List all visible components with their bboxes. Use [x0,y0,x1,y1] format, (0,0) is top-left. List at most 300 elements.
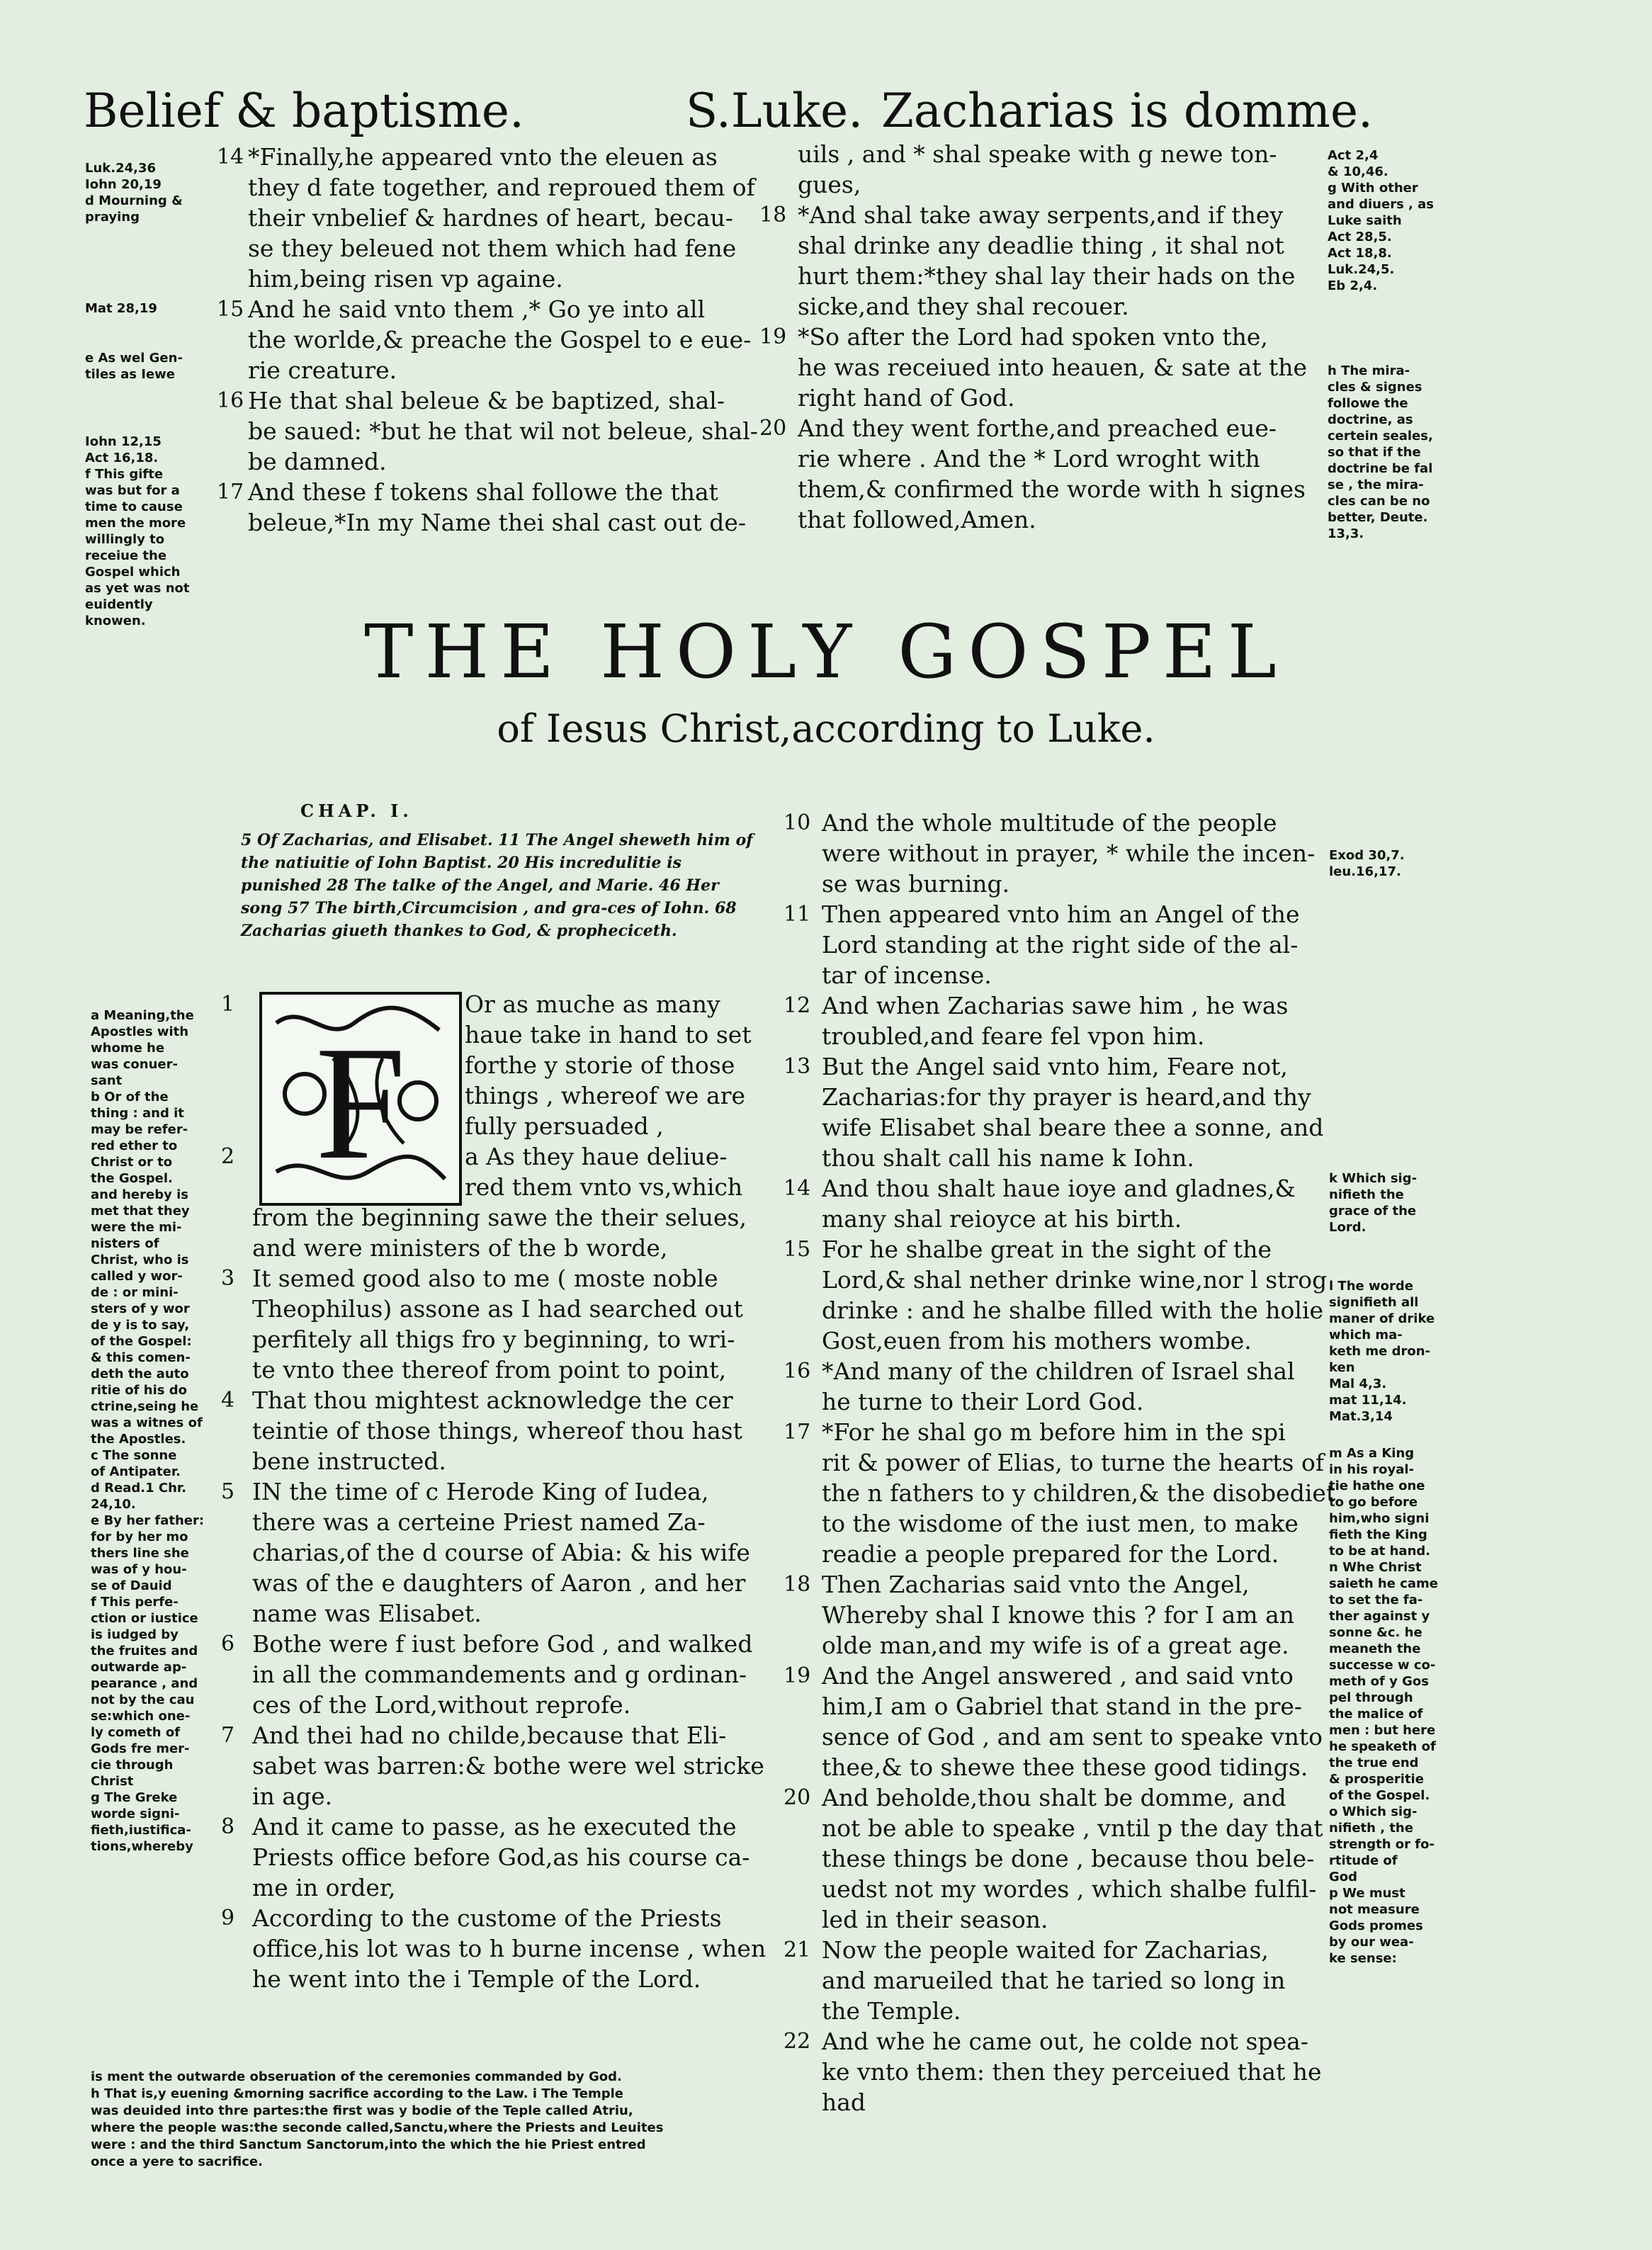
chapter-summary: 5 Of Zacharias, and Elisabet. 11 The Angel sheweth him of the natiuitie of Iohn Baptist. 20 His incredulitie is punished 28 The talke of the Angel, and Marie. 46 Her song 57 The birth,Circumcision , and gra-ces of Iohn. 68 Zacharias giueth thankes to God, & propheciceth. [241,831,753,940]
verse-line: had [822,2088,866,2116]
verse-line: many shal reioyce at his birth. [822,1205,1182,1233]
verse-line: se was burning. [822,870,1010,898]
mark-left-note [85,160,183,225]
note-line: d Mourning & [85,193,183,208]
verse-number: 20 [783,1785,811,1810]
chapter-right-column [783,808,1336,2118]
chapter-right-note [1329,1445,1438,1967]
verse-line: And whe he came out, he colde not spea- [822,2028,1308,2055]
verse-line: And he said vnto them ,* Go ye into all [248,295,706,323]
note-line: Luk.24,36 [85,161,157,176]
note-line: a Meaning,the [91,1008,194,1023]
verse-line: For he shalbe great in the sight of the [822,1236,1272,1263]
verse-line: IN the time of c Herode King of Iudea, [252,1478,709,1505]
verse-line: uils , and * shal speake with g newe ton- [798,140,1277,168]
verse-line: charias,of the d course of Abia: & his wife [252,1539,750,1566]
note-line: him,who signi [1329,1511,1430,1526]
verse-line: that followed,Amen. [798,506,1036,533]
note-line: m As a King [1329,1446,1415,1461]
note-line: certein seales, [1328,429,1433,443]
note-line: Act 28,5. [1328,230,1392,244]
verse-line: in all the commandements and g ordinan- [252,1661,747,1688]
verse [783,2026,1335,2118]
verse-number: 14 [783,1176,811,1201]
note-line: Act 2,4 [1328,148,1379,163]
verse-number: 1 [221,992,235,1017]
note-line: ken [1329,1360,1355,1375]
verse-number: 16 [217,388,244,413]
verse-line: *So after the Lord had spoken vnto the, [798,323,1268,351]
note-line: sant [91,1073,123,1088]
verse [759,413,1307,535]
note-line: was but for a [85,483,180,498]
verse [783,1051,1335,1173]
mark-right-note [1328,363,1433,542]
verse-line: *For he shal go m before him in the spi [822,1418,1286,1446]
verse-line: And beholde,thou shalt be domme, and [822,1784,1286,1811]
verse-line: se they beleued not them which had fene [248,234,737,262]
note-line: and diuers , as [1328,197,1435,212]
note-line: for by her mo [91,1530,188,1544]
verse-line: And the whole multitude of the people [822,809,1277,837]
note-line: doctrine, as [1328,412,1413,427]
note-line: sonne &c. he [1329,1625,1422,1640]
mark-right-note [1328,147,1434,294]
verse-line: from the beginning sawe the their selues, [252,1204,747,1231]
verse [783,1417,1336,1569]
running-head [84,84,1374,147]
note-line: where the people was:the seconde called,Sanctu,where the Priests and Leuites [91,2120,664,2135]
note-line: was of y hou- [91,1562,187,1577]
note-line: to be at hand. [1329,1544,1431,1559]
verse-number: 2 [221,1144,235,1169]
mark-left-note [85,300,157,317]
verse-line: in age. [252,1782,333,1810]
verse-line: rit & power of Elias, to turne the hearts of [822,1449,1325,1476]
note-line: nifieth , the [1329,1821,1413,1836]
verse-number: 17 [783,1420,811,1445]
note-line: were : and the third Sanctum Sanctorum,into the which the hie Priest entred [91,2137,646,2152]
note-line: c The sonne [91,1448,177,1463]
note-line: p We must [1329,1886,1405,1901]
verse-line: red them vnto vs,which [465,1173,743,1201]
note-line: de y is to say, [91,1318,190,1333]
note-line: ly cometh of [91,1725,181,1740]
verse-line: uedst not my wordes , which shalbe fulfil- [822,1875,1317,1903]
verse-line: But the Angel said vnto him, Feare not, [822,1053,1288,1080]
note-line: followe the [1328,396,1408,411]
verse-line: name was Elisabet. [252,1600,482,1627]
note-line: praying [85,210,140,225]
verse-line: he went into the i Temple of the Lord. [252,1965,701,1993]
verse [783,808,1335,899]
verse-line: Lord,& shal nether drinke wine,nor l strog [822,1266,1328,1294]
note-line: so that if the [1328,445,1421,460]
note-line: deth the auto [91,1367,189,1381]
verse-number: 20 [759,416,787,441]
note-line: Apostles with [91,1024,189,1039]
note-line: l The worde [1329,1279,1413,1294]
verse-line: their vnbelief & hardnes of heart, becau- [248,204,733,232]
note-line: tie hathe one [1329,1479,1425,1493]
note-line: keth me dron- [1329,1344,1431,1359]
note-line: Gods fre mer- [91,1741,190,1756]
verse [221,1263,766,1385]
note-line: the Gospel. [91,1171,173,1186]
note-line: thers line she [91,1546,189,1561]
note-line: successe w co- [1329,1658,1436,1673]
note-line: doctrine be fal [1328,461,1433,476]
verse-number: 19 [759,324,787,349]
note-line: n Whe Christ [1329,1560,1422,1575]
note-line: & 10,46. [1328,164,1388,179]
chapter-right-note [1329,1278,1435,1425]
note-line: h That is,y euening &morning sacrifice according to the Law. i The Temple [91,2086,624,2101]
verse-number: 3 [221,1266,235,1291]
note-line: meaneth the [1329,1641,1421,1656]
note-line: fieth,iustifica- [91,1823,191,1838]
note-line: nifieth the [1329,1187,1404,1202]
note-line: g The Greke [91,1790,178,1805]
note-line: nisters of [91,1236,159,1251]
note-line: b Or of the [91,1090,169,1104]
verse-number: 4 [221,1388,235,1413]
note-line: by our wea- [1329,1935,1414,1950]
note-line: leu.16,17. [1329,864,1401,879]
verse-line: sence of God , and am sent to speake vnto [822,1723,1323,1751]
verse [783,1569,1335,1661]
verse-number: 18 [783,1572,811,1597]
note-line: Luk.24,5. [1328,262,1395,277]
verse-line: tar of incense. [822,961,992,989]
verse [783,990,1335,1051]
note-line: Gospel which [85,565,181,580]
note-line: ke sense: [1329,1951,1397,1966]
note-line: is iudged by [91,1627,179,1642]
note-line: de : or mini- [91,1285,179,1300]
note-line: Eb 2,4. [1328,278,1378,293]
note-line: Mal 4,3. [1329,1376,1387,1391]
note-line: o Which sig- [1329,1804,1418,1819]
note-line: se:which one- [91,1709,191,1724]
verse-line: him,I am o Gabriel that stand in the pre- [822,1692,1303,1720]
note-line: cie through [91,1758,174,1773]
note-line: grace of the [1329,1204,1417,1219]
verse-line: led in their season. [822,1906,1048,1933]
verse [783,1782,1335,1935]
verse-line: And it came to passe, as he executed the [252,1813,737,1841]
verse [252,1202,766,1263]
note-line: the malice of [1329,1707,1423,1722]
verse [217,477,758,538]
verse-line: sabet was barren:& bothe were wel stricke [252,1752,764,1780]
note-line: worde signi- [91,1807,180,1821]
verse-line: them,& confirmed the worde with h signes [798,475,1306,503]
verse [759,200,1307,322]
note-line: Iohn 12,15 [85,434,162,449]
verse-line: *Finally,he appeared vnto the eleuen as [248,143,718,171]
note-line: saieth he came [1329,1576,1438,1591]
note-line: the Apostles. [91,1432,186,1447]
verse-line: be saued: *but he that wil not beleue, shal- [248,417,758,445]
note-line: 24,10. [91,1497,136,1512]
note-line: Iohn 20,19 [85,177,162,192]
note-line: f This gifte [85,467,164,482]
note-line: thing : and it [91,1106,184,1121]
note-line: was a witnes of [91,1415,203,1430]
verse-line: *And shal take away serpents,and if they [798,201,1284,229]
verse-line: wife Elisabet shal beare thee a sonne, and [822,1114,1324,1141]
verse-line: be damned. [248,448,387,475]
verse-line: And these f tokens shal followe the that [248,478,718,506]
note-line: not measure [1329,1902,1420,1917]
note-line: ritie of his do [91,1383,187,1398]
verse-line: rie creature. [248,356,397,384]
chapter-left-column [221,989,766,1994]
note-line: rtitude of [1329,1853,1398,1868]
note-line: e As wel Gen- [85,351,183,366]
note-line: Mat.3,14 [1329,1409,1393,1424]
verse-line: And they went forthe,and preached eue- [798,414,1277,442]
verse-line: hurt them:*they shal lay their hads on the [798,262,1296,290]
note-line: fieth the King [1329,1527,1427,1542]
note-line: the true end [1329,1756,1419,1770]
chapter-right-note [1329,847,1405,880]
verse-number: 21 [783,1938,811,1962]
note-line: Gods promes [1329,1918,1423,1933]
verse-line: me in order, [252,1874,396,1901]
verse-line: thou shalt call his name k Iohn. [822,1144,1194,1172]
note-line: Christ or to [91,1155,173,1170]
note-line: men : but here [1329,1723,1436,1738]
verse [221,1476,766,1629]
note-line: was deuided into thre partes:the first was y bodie of the Teple called Atriu, [91,2103,633,2118]
verse [221,989,766,1141]
note-line: Luke saith [1328,213,1402,228]
note-line: better, Deute. [1328,510,1428,525]
mark-left-note [85,350,183,383]
note-line: is ment the outwarde obseruation of the ceremonies commanded by God. [91,2069,622,2084]
verse-line: and were ministers of the b worde, [252,1234,668,1262]
verse-number: 16 [783,1359,811,1384]
note-line: whome he [91,1041,165,1056]
verse-number: 19 [783,1663,811,1688]
verse-line: Then Zacharias said vnto the Angel, [822,1571,1250,1598]
verse-line: ke vnto them: then they perceiued that he [822,2058,1322,2086]
note-line: Act 18,8. [1328,246,1392,261]
note-line: Mat 28,19 [85,301,157,316]
running-head-book: S.Luke. [686,84,864,138]
verse-line: beleue,*In my Name thei shal cast out de- [248,509,747,536]
verse-line: Lord standing at the right side of the al- [822,931,1299,959]
verse-line: drinke : and he shalbe filled with the holie [822,1296,1324,1324]
verse-line: was of the e daughters of Aaron , and her [252,1569,746,1597]
running-head-right: Zacharias is domme. [881,84,1374,138]
mark-end-right-column [759,139,1308,535]
verse-line: the Temple. [822,1997,961,2025]
note-line: f This perfe- [91,1595,179,1610]
note-line: mat 11,14. [1329,1393,1407,1408]
note-line: & prosperitie [1329,1772,1424,1787]
note-line: 13,3. [1328,526,1364,541]
verse [221,1629,766,1720]
note-line: was conuer- [91,1057,178,1072]
verse-line: Zacharias:for thy prayer is heard,and thy [822,1083,1311,1111]
verse [783,1234,1335,1356]
verse-line: readie a people prepared for the Lord. [822,1540,1279,1568]
verse-line: olde man,and my wife is of a great age. [822,1632,1289,1659]
note-line: Exod 30,7. [1329,848,1405,863]
note-line: cles & signes [1328,380,1422,395]
verse-number: 9 [221,1906,235,1930]
verse-line: It semed good also to me ( moste noble [252,1265,718,1292]
note-line: to go before [1329,1495,1418,1510]
note-line: outwarde ap- [91,1660,187,1675]
note-line: ther against y [1329,1609,1430,1624]
verse-number: 18 [759,203,787,227]
verse-line: were without in prayer, * while the incen- [822,839,1316,867]
verse-line: Whereby shal I knowe this ? for I am an [822,1601,1295,1629]
verse-line: perfitely all thigs fro y beginning, to wri- [252,1325,735,1353]
running-head-left: Belief & baptisme. [84,84,524,138]
verse-line: the n fathers to y children,& the disobediet [822,1479,1336,1507]
note-line: se of Dauid [91,1578,172,1593]
verse-number: 12 [783,993,811,1018]
note-line: as yet was not [85,581,190,596]
verse-line: He that shal beleue & be baptized, shal- [248,387,725,414]
verse [217,294,758,385]
verse [217,142,758,294]
verse-line: him,being risen vp againe. [248,265,563,293]
note-line: sters of y wor [91,1301,190,1316]
verse-line: and marueiled that he taried so long in [822,1967,1286,1994]
verse [221,1811,766,1903]
note-line: knowen. [85,614,146,628]
note-line: g With other [1328,181,1418,196]
verse [221,1903,766,1994]
note-line: pearance , and [91,1676,198,1691]
verse [221,1141,766,1202]
verse-number: 7 [221,1723,235,1748]
verse-line: And thou shalt haue ioye and gladnes,& [822,1175,1296,1202]
note-line: he speaketh of [1329,1739,1436,1754]
verse-line: Now the people waited for Zacharias, [822,1936,1269,1964]
verse-line: haue take in hand to set [465,1021,752,1048]
verse-line: there was a certeine Priest named Za- [252,1508,706,1536]
chapter-right-note [1329,1170,1417,1236]
verse [221,1720,766,1811]
verse-number: 5 [221,1479,235,1504]
note-line: k Which sig- [1329,1171,1418,1186]
note-line: tiles as Iewe [85,367,176,382]
note-line: Lord. [1329,1220,1367,1235]
verse-line: And when Zacharias sawe him , he was [822,992,1289,1019]
mark-end-left-column [217,142,758,538]
note-line: God [1329,1870,1358,1884]
verse-number: 15 [217,297,244,322]
verse-line: to the wisdome of the iust men, to make [822,1510,1299,1537]
note-line: e By her father: [91,1513,205,1528]
verse-line: rie where . And the * Lord wroght with [798,445,1260,473]
chapter-left-notes [91,1007,204,1855]
verse-line: they d fate together, and reproued them of [248,174,755,201]
note-line: strength or fo- [1329,1837,1435,1852]
note-line: once a yere to sacrifice. [91,2154,263,2169]
note-line: Christ [91,1774,134,1789]
note-line: time to cause [85,499,183,514]
note-line: Act 16,18. [85,451,159,465]
verse-line: Priests office before God,as his course ca- [252,1843,750,1871]
note-line: of the Gospel: [91,1334,192,1349]
verse [783,1356,1335,1417]
verse-line: Gost,euen from his mothers wombe. [822,1327,1252,1355]
verse-line: these things be done , because thou bele- [822,1845,1315,1872]
note-line: se , the mira- [1328,477,1424,492]
verse-line: thee,& to shewe thee these good tidings. [822,1753,1308,1781]
note-line: and hereby is [91,1187,188,1202]
note-line: the fruites and [91,1644,198,1658]
verse-number: 10 [783,810,811,835]
verse-line: te vnto thee thereof from point to point, [252,1356,727,1384]
verse [217,385,758,477]
note-line: men the more [85,516,186,531]
note-line: maner of drike [1329,1311,1435,1326]
verse-line: right hand of God. [798,384,1015,412]
note-line: may be refer- [91,1122,188,1137]
verse-line: he was receiued into heauen, & sate at the [798,354,1308,381]
verse [221,1385,766,1476]
verse-line: According to the custome of the Priests [252,1904,722,1932]
note-line: willingly to [85,532,165,547]
verse-line: bene instructed. [252,1447,446,1475]
page-subtitle: of Iesus Christ,according to Luke. [497,706,1155,751]
note-line: tions,whereby [91,1839,193,1854]
verse-line: the worlde,& preache the Gospel to e eue- [248,326,752,354]
verse-line: And the Angel answered , and said vnto [822,1662,1294,1690]
note-line: meth of y Gos [1329,1674,1429,1689]
verse [783,899,1335,990]
note-line: in his royal- [1329,1462,1414,1477]
note-line: met that they [91,1204,190,1219]
note-line: receiue the [85,548,167,563]
verse-number: 8 [221,1814,235,1839]
verse [783,1661,1335,1782]
note-line: signifieth all [1329,1295,1419,1310]
verse-line: Or as muche as many [465,990,720,1018]
verse-line: sicke,and they shal recouer. [798,293,1129,320]
note-line: & this comen- [91,1350,191,1365]
note-line: of Antipater. [91,1464,181,1479]
note-line: cles can be no [1328,494,1430,509]
note-line: Christ, who is [91,1253,189,1267]
note-line: were the mi- [91,1220,182,1235]
note-line: which ma- [1329,1328,1403,1342]
verse [783,1173,1335,1234]
note-line: ction or iustice [91,1611,198,1626]
verse [783,1935,1335,2026]
note-line: of the Gospel. [1329,1788,1430,1803]
verse-line: Then appeared vnto him an Angel of the [822,900,1300,928]
verse-line: shal drinke any deadlie thing , it shal not [798,232,1284,259]
note-line: called y wor- [91,1269,183,1284]
verse-number: 17 [217,480,244,504]
verse [759,322,1308,413]
verse-line: And thei had no childe,because that Eli- [252,1722,727,1749]
chapter-heading: CHAP. I. [300,801,413,821]
verse-line: a As they haue deliue- [465,1143,728,1170]
note-line: h The mira- [1328,363,1410,378]
verse-number: 6 [221,1632,235,1656]
